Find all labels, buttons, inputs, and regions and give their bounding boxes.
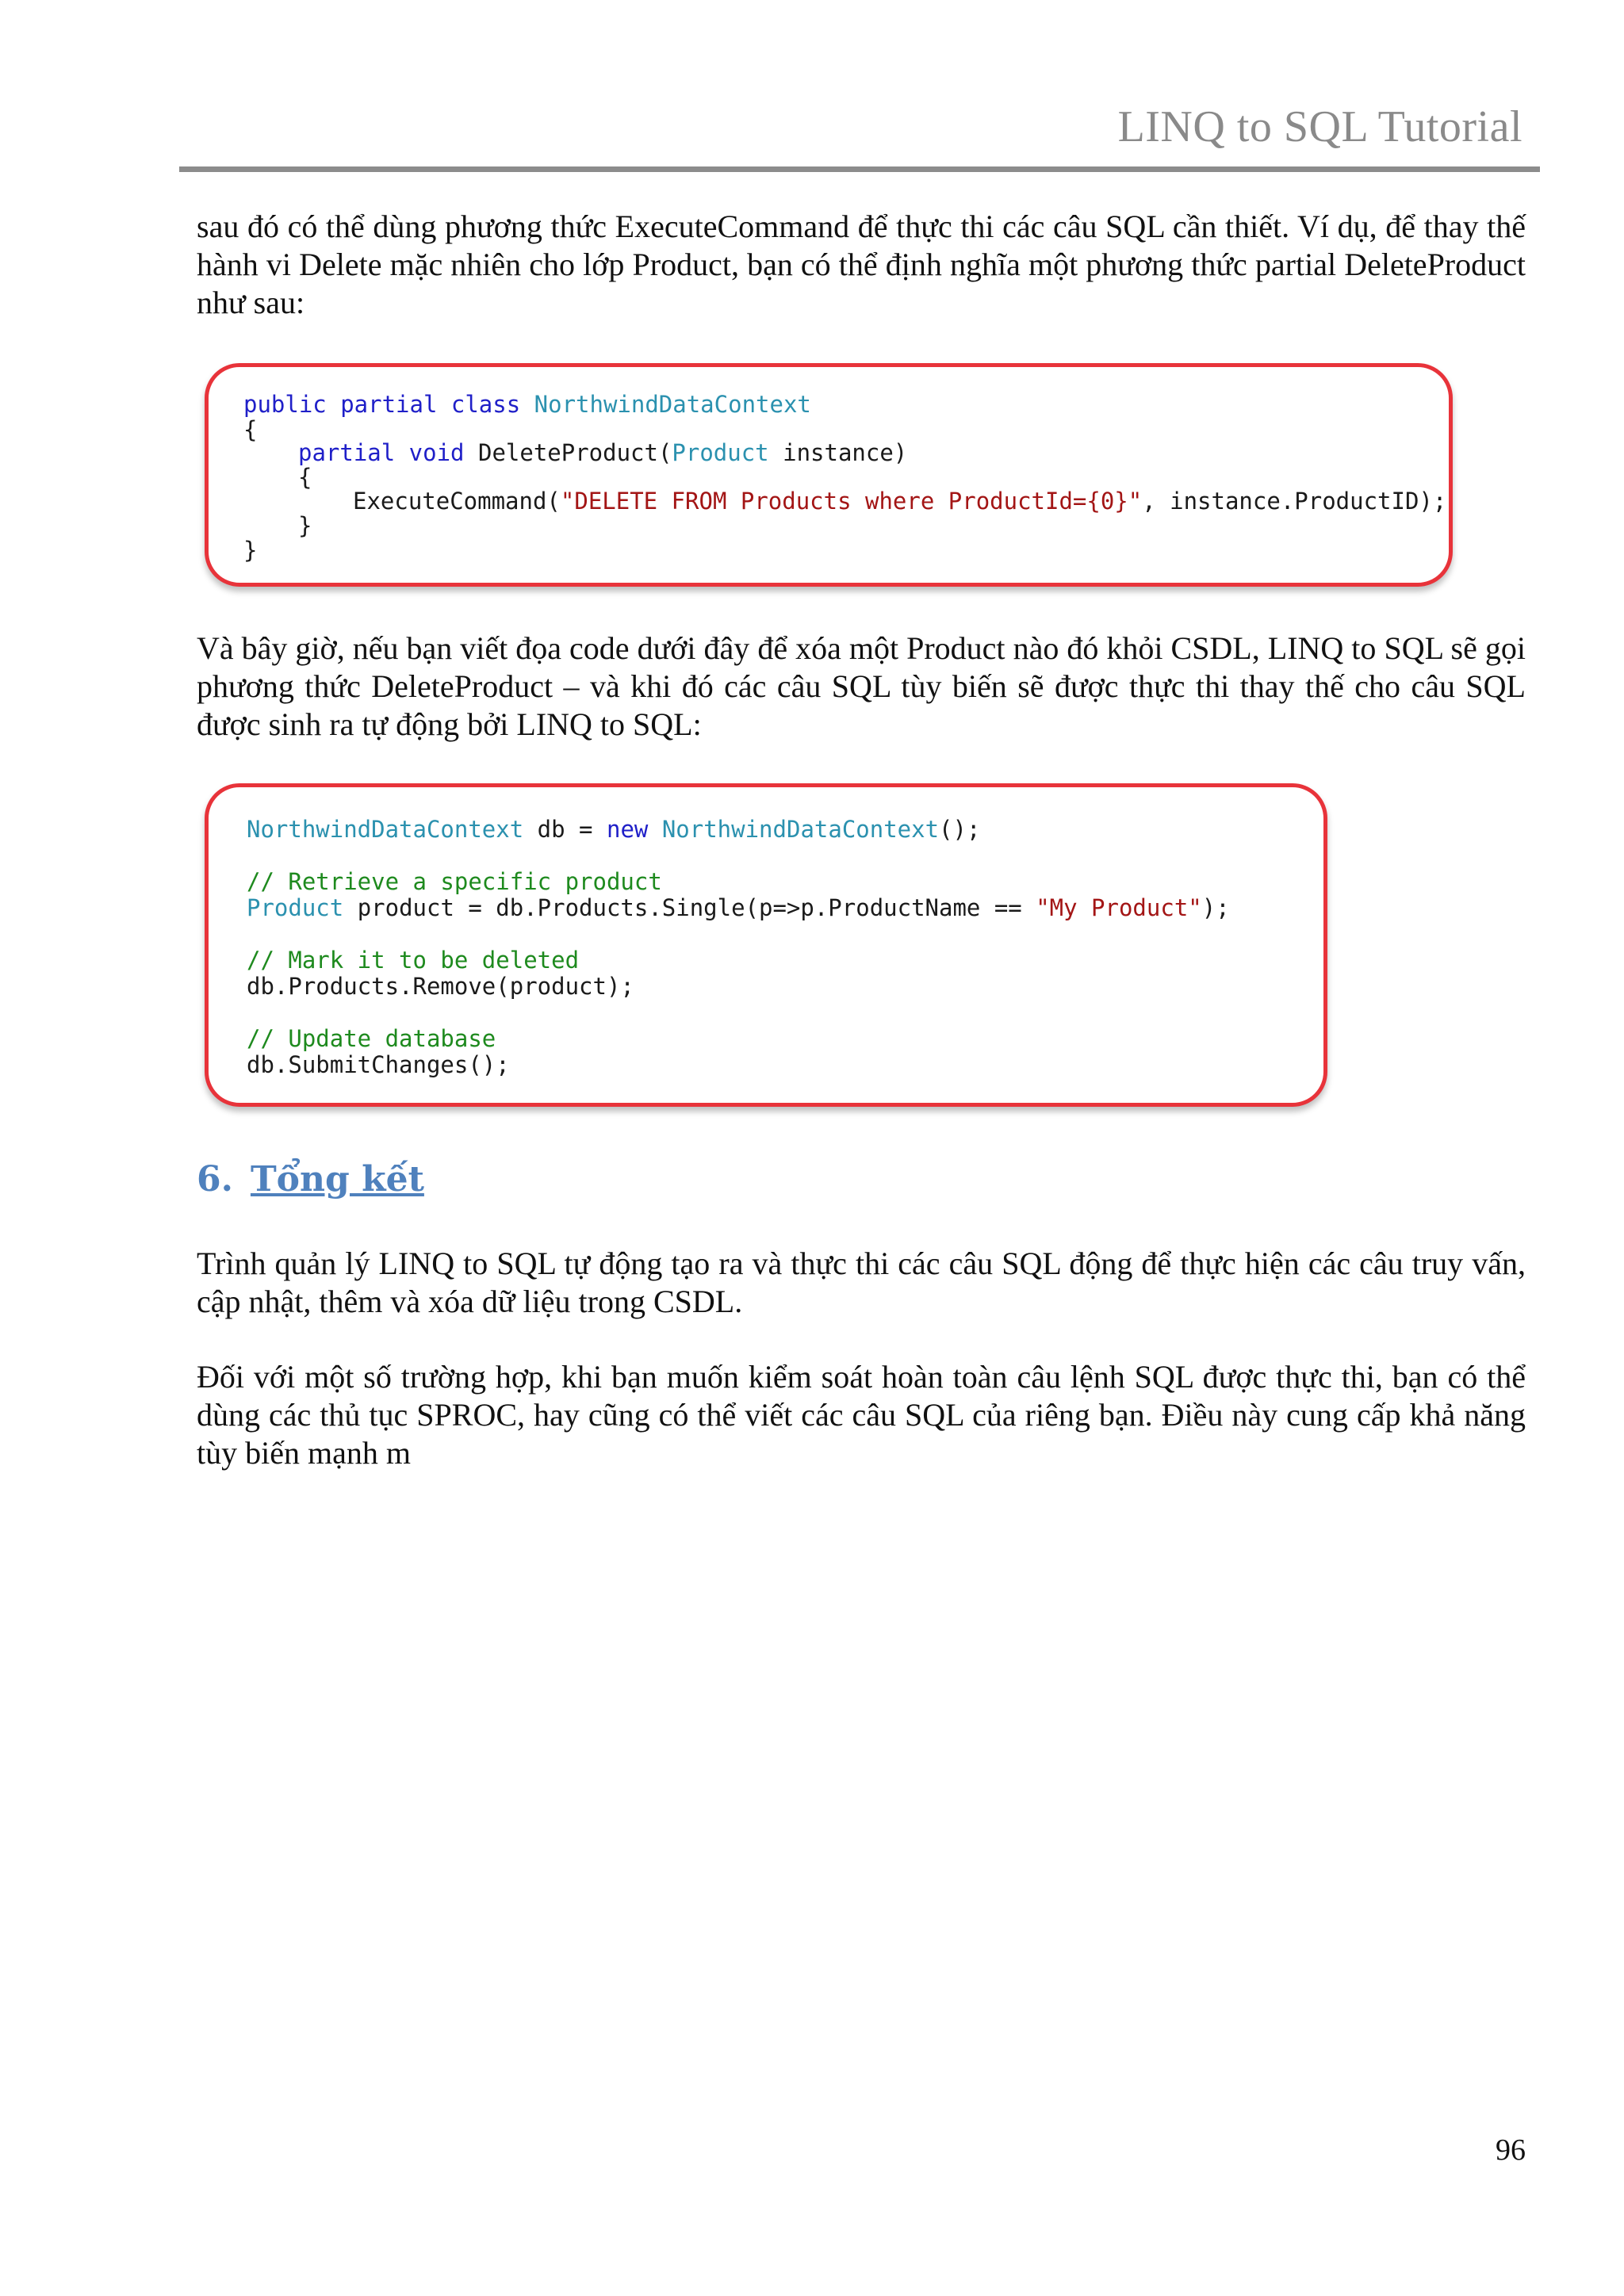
running-header-title: LINQ to SQL Tutorial [1117,102,1522,151]
summary-paragraph-2: Đối với một số trường hợp, khi bạn muốn kiểm soát hoàn toàn câu lệnh SQL được thực thi, bạn có thể dùng các thủ tục SPROC, hay cũng có thể viết các câu SQL của riêng bạn. Điều này cung cấp khả năng tùy biến mạnh m [197,1359,1526,1471]
code-line: Product product = db.Products.Single(p=>p.ProductName == "My Product"); [247,894,1230,921]
code-block-delete-product [205,363,1453,587]
section-title: Tổng kết [250,1159,424,1200]
code-comment: // Mark it to be deleted [247,947,580,974]
code-block-delete-usage [205,783,1327,1107]
code-line: } [298,512,312,539]
page-number: 96 [1496,2133,1526,2167]
section-number: 6. [197,1159,233,1200]
code-line: { [298,464,312,491]
code-line: db.Products.Remove(product); [247,973,634,1000]
code-line: ExecuteCommand("DELETE FROM Products where ProductId={0}", instance.ProductID); [353,488,1447,515]
section-heading [197,1159,424,1200]
intro-paragraph: sau đó có thể dùng phương thức ExecuteCommand để thực thi các câu SQL cần thiết. Ví dụ, để thay thế hành vi Delete mặc nhiên cho lớp Product, bạn có thể định nghĩa một phương thức partial DeleteProduct như sau: [197,209,1526,320]
code-comment: // Retrieve a specific product [247,868,662,895]
code-line: partial void DeleteProduct(Product instance) [298,439,908,466]
code-line: } [243,537,258,564]
summary-paragraph-1: Trình quản lý LINQ to SQL tự động tạo ra và thực thi các câu SQL động để thực hiện các câu truy vấn, cập nhật, thêm và xóa dữ liệu trong CSDL. [197,1246,1526,1319]
code-line: { [243,416,258,443]
header-rule [179,166,1540,172]
code-line: public partial class NorthwindDataContext [243,391,811,418]
code-comment: // Update database [247,1025,496,1052]
code-line: NorthwindDataContext db = new NorthwindDataContext(); [247,816,981,843]
middle-paragraph: Và bây giờ, nếu bạn viết đọa code dưới đây để xóa một Product nào đó khỏi CSDL, LINQ to SQL sẽ gọi phương thức DeleteProduct – và khi đó các câu SQL tùy biến sẽ được thực thi thay thế cho câu SQL được sinh ra tự động bởi LINQ to SQL: [197,630,1526,742]
code-line: db.SubmitChanges(); [247,1051,510,1078]
